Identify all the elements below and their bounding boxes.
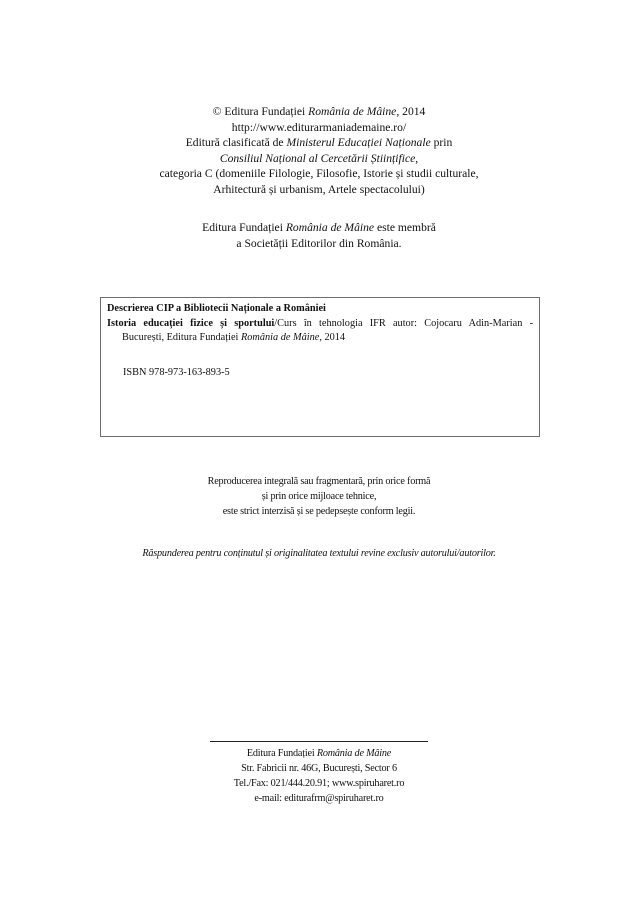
membership-block	[0, 220, 638, 251]
reproduction-notice	[0, 474, 638, 519]
book-title: Istoria educației fizice și sportului	[107, 317, 275, 329]
reproduction-line: este strict interzisă și se pedepsește conform legii.	[222, 506, 416, 517]
cip-title: Descrierea CIP a Bibliotecii Naționale a României	[107, 303, 326, 314]
cip-description-box	[100, 297, 540, 437]
publisher-name: Editura Fundației România de Mâine	[246, 748, 392, 759]
category-line: categoria C (domeniile Filologie, Filosofie, Istorie și studii culturale,	[159, 167, 479, 180]
copyright-line: © Editura Fundației România de Mâine, 2014	[212, 105, 426, 118]
publisher-contact-block	[0, 746, 638, 806]
publisher-phone: Tel./Fax: 021/444.20.91; www.spiruharet.ro	[233, 778, 405, 789]
copyright-block	[0, 104, 638, 197]
council-line: Consiliul Național al Cercetării Științifice,	[219, 151, 419, 165]
society-line: a Societății Editorilor din România.	[236, 236, 402, 250]
cip-publisher: București, Editura Fundației România de Mâine, 2014	[122, 332, 346, 343]
divider	[210, 741, 428, 742]
reproduction-line: și prin orice mijloace tehnice,	[261, 491, 377, 502]
classification-line: Editură clasificată de Ministerul Educației Naționale prin	[185, 136, 453, 149]
domains-line: Arhitectură și urbanism, Artele spectacolului)	[213, 182, 425, 196]
publisher-address: Str. Fabricii nr. 46G, București, Sector 6	[241, 763, 397, 774]
reproduction-line: Reproducerea integrală sau fragmentară, prin orice formă	[207, 476, 431, 487]
cip-description: Istoria educației fizice și sportului/Curs în tehnologia IFR autor: Cojocaru Adin-Marian -	[107, 317, 534, 329]
publisher-email: e-mail: editurafrm@spiruharet.ro	[254, 793, 384, 804]
isbn: ISBN 978-973-163-893-5	[123, 367, 230, 378]
membership-line: Editura Fundației România de Mâine este membră	[202, 221, 436, 234]
publisher-url: http://www.editurarmaniademaine.ro/	[231, 120, 407, 134]
responsibility-notice: Răspunderea pentru conținutul și originalitatea textului revine exclusiv autorului/autorilor.	[142, 548, 496, 559]
